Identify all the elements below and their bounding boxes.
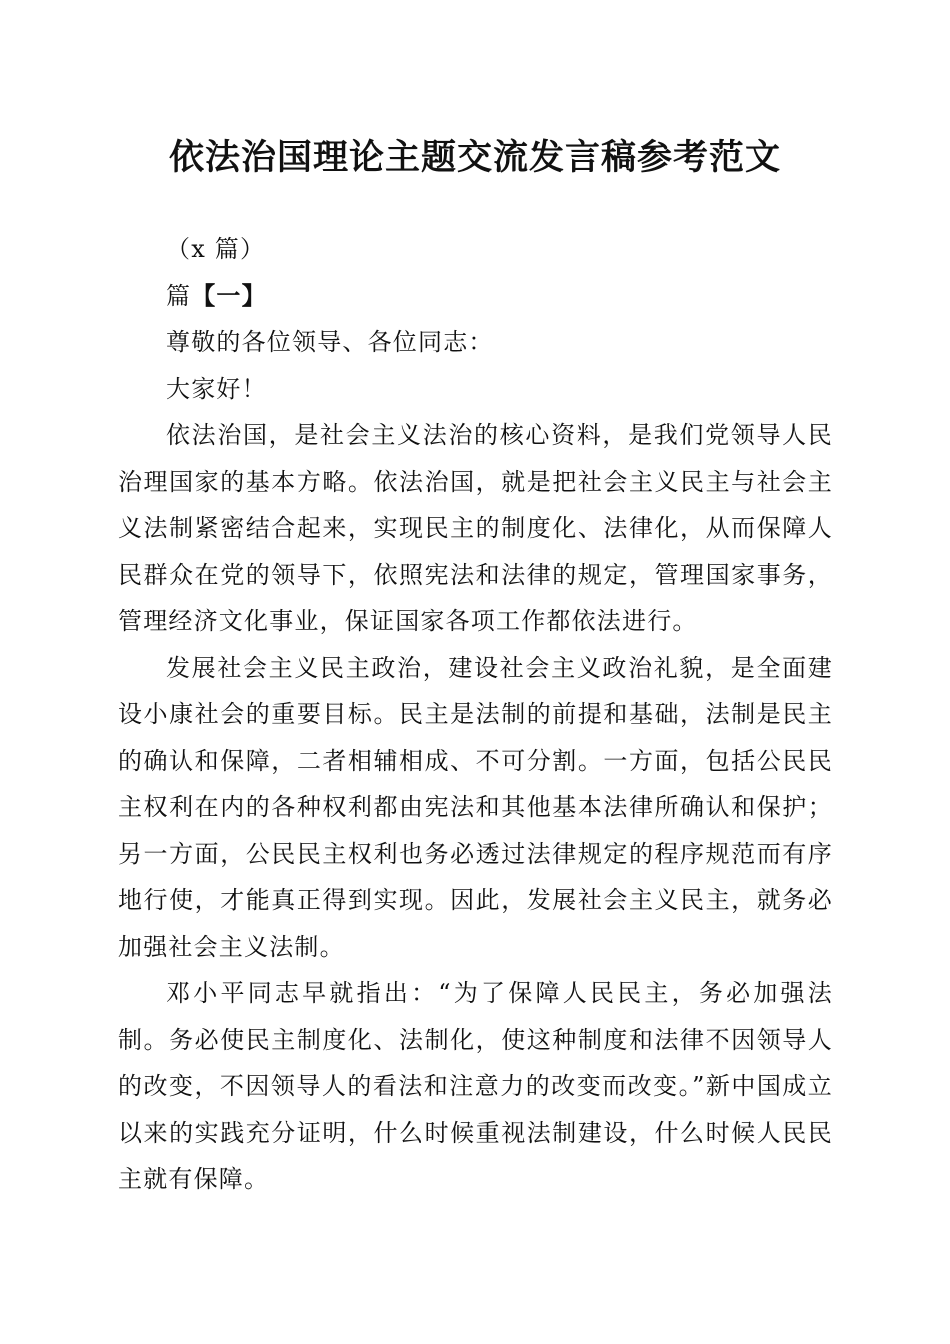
section-heading — [118, 273, 833, 320]
greeting: 大家好！ — [166, 374, 267, 403]
paragraph: 依法治国，是社会主义法治的核心资料，是我们党领导人民治理国家的基本方略。依法治国，就是把社会主义民主与社会主义法制紧密结合起来，实现民主的制度化、法律化，从而保障人民群众在党的领导下，依照宪法和法律的规定，管理国家事务，管理经济文化事业，保证国家各项工作都依法进行。 — [118, 421, 833, 635]
paragraph: 邓小平同志早就指出：“为了保障人民民主，务必加强法制。务必使民主制度化、法制化，使这种制度和法律不因领导人的改变，不因领导人的看法和注意力的改变而改变。”新中国成立以来的实践充分证明，什么时候重视法制建设，什么时候人民民主就有保障。 — [118, 979, 833, 1193]
paragraph: 发展社会主义民主政治，建设社会主义政治礼貌，是全面建设小康社会的重要目标。民主是法制的前提和基础，法制是民主的确认和保障，二者相辅相成、不可分割。一方面，包括公民民主权利在内的各种权利都由宪法和其他基本法律所确认和保护；另一方面，公民民主权利也务必透过法律规定的程序规范而有序地行使，才能真正得到实现。因此，发展社会主义民主，就务必加强社会主义法制。 — [118, 653, 833, 961]
section-prefix: 篇 — [166, 281, 192, 310]
count-note: （x 篇） — [166, 235, 266, 263]
section-label: 【一】 — [191, 280, 267, 310]
salutation: 尊敬的各位领导、各位同志： — [166, 328, 494, 356]
document-body — [118, 226, 833, 1203]
document-title: 依法治国理论主题交流发言稿参考范文 — [168, 137, 781, 178]
